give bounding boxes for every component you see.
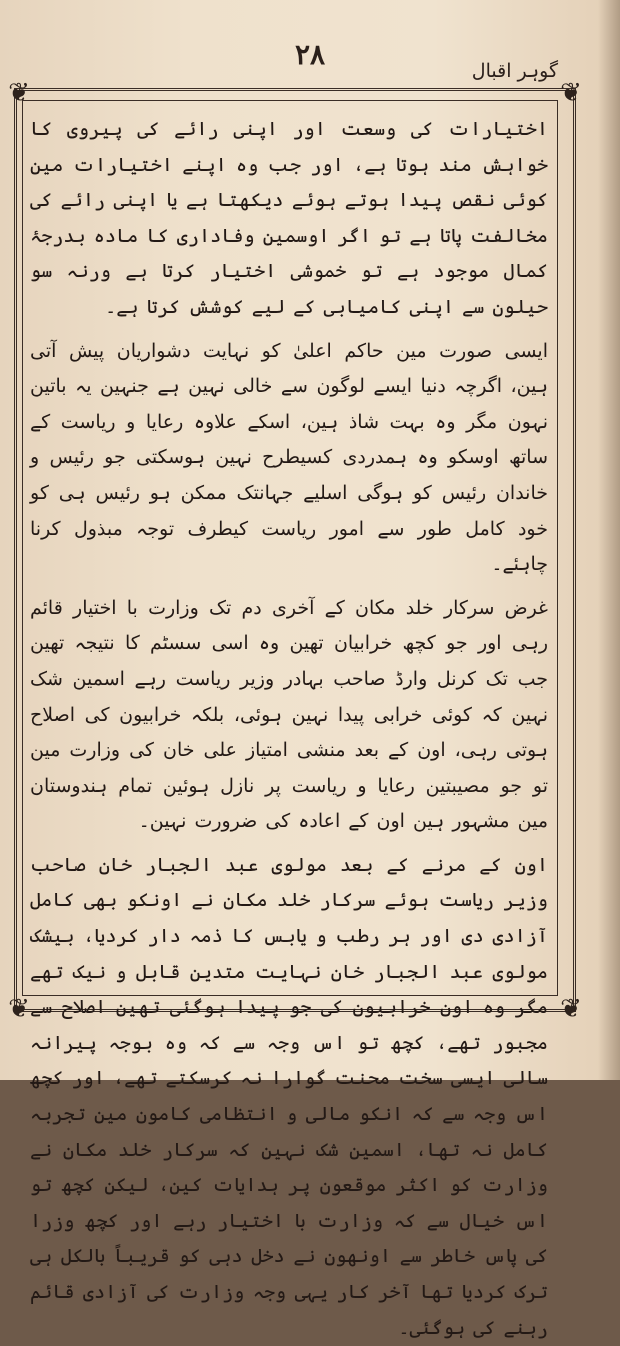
corner-ornament-icon: ❦: [560, 994, 582, 1024]
paragraph: اون کے مرنے کے بعد مولوی عبد الجبار خان صاحب وزیر ریاست ہوئے سرکار خلد مکان نے اونکو بھی کامل آزادی دی اور ہر رطب و یابس کا ذمہ دار کردیا، بیشک مولوی عبد الجبار خان نہایت متدین قابل و نیک تھے مگر وہ اون خرابیون کی جو پیدا ہوگئی تھین اصلاح سے مجبور تھے، کچھ تو اس وجہ سے کہ وہ بوجہ پیرانہ سالی ایسی سخت محنت گوارا نہ کرسکتے تھے، اور کچھ اس وجہ سے کہ انکو مالی و انتظامی کامون مین تجربہ کامل نہ تھا، اسمین شک نہین کہ سرکار خلد مکان نے وزارت کو اکثر موقعون پر ہدایات کین، لیکن کچھ تو اس خیال سے کہ وزارت با اختیار رہے اور کچھ وزرا کی پاس خاطر سے اونھون نے دخل دہی کو قریباً بالکل ہی ترک کردیا تھا آخر کار یہی وجہ وزارت کی آزادی قائم رہنے کی ہوگئی۔: [30, 853, 548, 1339]
page-number: ۲۸: [294, 38, 326, 71]
body-text: [30, 112, 548, 1339]
running-title: گوہر اقبال: [471, 60, 558, 82]
corner-ornament-icon: ❦: [560, 78, 582, 108]
paragraph: غرض سرکار خلد مکان کے آخری دم تک وزارت با اختیار قائم رہی اور جو کچھ خرابیان تھین وہ اسی سسٹم کا نتیجہ تھین جب تک کرنل وارڈ صاحب بہادر وزیر ریاست رہے اسمین شک نہین کہ کوئی خرابی پیدا نہین ہوئی، بلکہ خرابیون کی اصلاح ہوتی رہی، اون کے بعد منشی امتیاز علی خان کی وزارت مین تو جو مصیبتین رعایا و ریاست پر نازل ہوئین تمام ہندوستان مین مشہور ہین اون کے اعادہ کی ضرورت نہین۔: [30, 596, 548, 833]
corner-ornament-icon: ❦: [8, 994, 30, 1024]
paragraph: اختیارات کی وسعت اور اپنی رائے کی پیروی کا خواہش مند ہوتا ہے، اور جب وہ اپنے اختیارات مین کوئی نقص پیدا ہوتے ہوئے دیکھتا ہے یا اپنی رائے کی مخالفت پاتا ہے تو اگر اوسمین وفاداری کا مادہ بدرجۂ کمال موجود ہے تو خموشی اختیار کرتا ہے ورنہ سو حیلون سے اپنی کامیابی کے لیے کوشش کرتا ہے۔: [30, 118, 548, 318]
corner-ornament-icon: ❦: [8, 78, 30, 108]
page-gutter-shadow: [598, 0, 620, 1080]
paragraph: ایسی صورت مین حاکم اعلیٰ کو نہایت دشواریان پیش آتی ہین، اگرچہ دنیا ایسے لوگون سے خالی نہین ہے جنہین یہ باتین نہون مگر وہ بہت شاذ ہین، اسکے علاوہ رعایا و ریاست کے ساتھ اوسکو وہ ہمدردی کسیطرح نہین ہوسکتی جو رئیس و خاندان رئیس کو ہوگی اسلیے جہانتک ممکن ہو رئیس ہی کو خود کامل طور سے امور ریاست کیطرف توجہ مبذول کرنا چاہئے۔: [30, 339, 548, 576]
